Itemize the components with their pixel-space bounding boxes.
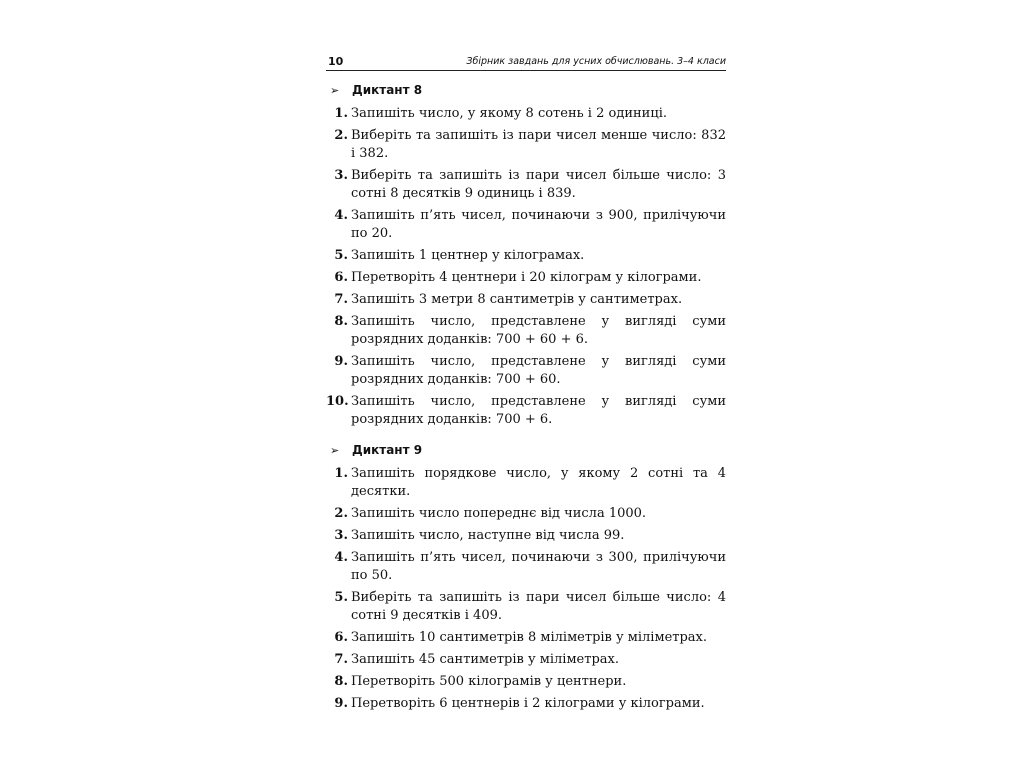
item-number: 6. (334, 270, 348, 285)
list-item (326, 589, 726, 625)
item-text: Запишіть п’ять чисел, починаючи з 900, прилічуючи по 20. (351, 208, 726, 241)
list-item (326, 353, 726, 389)
arrow-bullet-icon: ➢ (330, 84, 340, 97)
list-item (326, 527, 726, 545)
list-item (326, 505, 726, 523)
item-text: Запишіть порядкове число, у якому 2 сотні та 4 десятки. (351, 466, 726, 499)
item-number: 6. (334, 630, 348, 645)
dictation-section-8 (326, 81, 726, 429)
page-number: 10 (328, 55, 344, 68)
dictation-section-9 (326, 441, 726, 713)
item-number: 9. (334, 696, 348, 711)
item-number: 4. (334, 550, 348, 565)
item-text: Запишіть число, представлене у вигляді суми розрядних доданків: 700 + 60. (351, 354, 726, 387)
item-number: 3. (334, 168, 348, 183)
section-heading (326, 81, 726, 101)
item-text: Запишіть 45 сантиметрів у міліметрах. (351, 652, 619, 667)
item-number: 2. (334, 128, 348, 143)
item-text: Виберіть та запишіть із пари чисел більше число: 4 сотні 9 десятків і 409. (351, 590, 726, 623)
item-number: 1. (334, 466, 348, 481)
list-item (326, 167, 726, 203)
list-item (326, 465, 726, 501)
list-item (326, 313, 726, 349)
list-item (326, 673, 726, 691)
item-text: Запишіть 3 метри 8 сантиметрів у сантиметрах. (351, 292, 683, 307)
section-title: Диктант 9 (352, 443, 423, 457)
section-heading (326, 441, 726, 461)
item-number: 4. (334, 208, 348, 223)
item-text: Запишіть число, у якому 8 сотень і 2 одиниці. (351, 106, 667, 121)
item-number: 8. (334, 314, 348, 329)
list-item (326, 127, 726, 163)
item-number: 5. (334, 590, 348, 605)
item-text: Запишіть число, представлене у вигляді суми розрядних доданків: 700 + 60 + 6. (351, 314, 726, 347)
item-number: 8. (334, 674, 348, 689)
list-item (326, 393, 726, 429)
item-text: Виберіть та запишіть із пари чисел менше число: 832 і 382. (351, 128, 726, 161)
list-item (326, 247, 726, 265)
list-item (326, 695, 726, 713)
task-list (326, 105, 726, 429)
book-page (326, 54, 726, 717)
list-item (326, 629, 726, 647)
running-header (326, 54, 726, 71)
item-text: Запишіть число попереднє від числа 1000. (351, 506, 647, 521)
list-item (326, 549, 726, 585)
item-text: Запишіть п’ять чисел, починаючи з 300, прилічуючи по 50. (351, 550, 726, 583)
item-number: 5. (334, 248, 348, 263)
item-number: 1. (334, 106, 348, 121)
section-title: Диктант 8 (352, 83, 423, 97)
item-text: Перетворіть 6 центнерів і 2 кілограми у кілограми. (351, 696, 705, 711)
list-item (326, 105, 726, 123)
item-number: 10. (326, 394, 349, 409)
item-text: Запишіть 1 центнер у кілограмах. (351, 248, 585, 263)
book-title: Збірник завдань для усних обчислювань. 3–4 класи (466, 56, 726, 67)
item-number: 2. (334, 506, 348, 521)
item-text: Запишіть число, представлене у вигляді суми розрядних доданків: 700 + 6. (351, 394, 726, 427)
task-list (326, 465, 726, 713)
item-number: 3. (334, 528, 348, 543)
item-text: Виберіть та запишіть із пари чисел більше число: 3 сотні 8 десятків 9 одиниць і 839. (351, 168, 726, 201)
list-item (326, 291, 726, 309)
item-text: Запишіть 10 сантиметрів 8 міліметрів у міліметрах. (351, 630, 707, 645)
list-item (326, 207, 726, 243)
item-text: Перетворіть 500 кілограмів у центнери. (351, 674, 627, 689)
item-number: 7. (334, 292, 348, 307)
item-number: 7. (334, 652, 348, 667)
item-text: Перетворіть 4 центнери і 20 кілограм у кілограми. (351, 270, 702, 285)
item-number: 9. (334, 354, 348, 369)
list-item (326, 651, 726, 669)
arrow-bullet-icon: ➢ (330, 444, 340, 457)
list-item (326, 269, 726, 287)
item-text: Запишіть число, наступне від числа 99. (351, 528, 625, 543)
